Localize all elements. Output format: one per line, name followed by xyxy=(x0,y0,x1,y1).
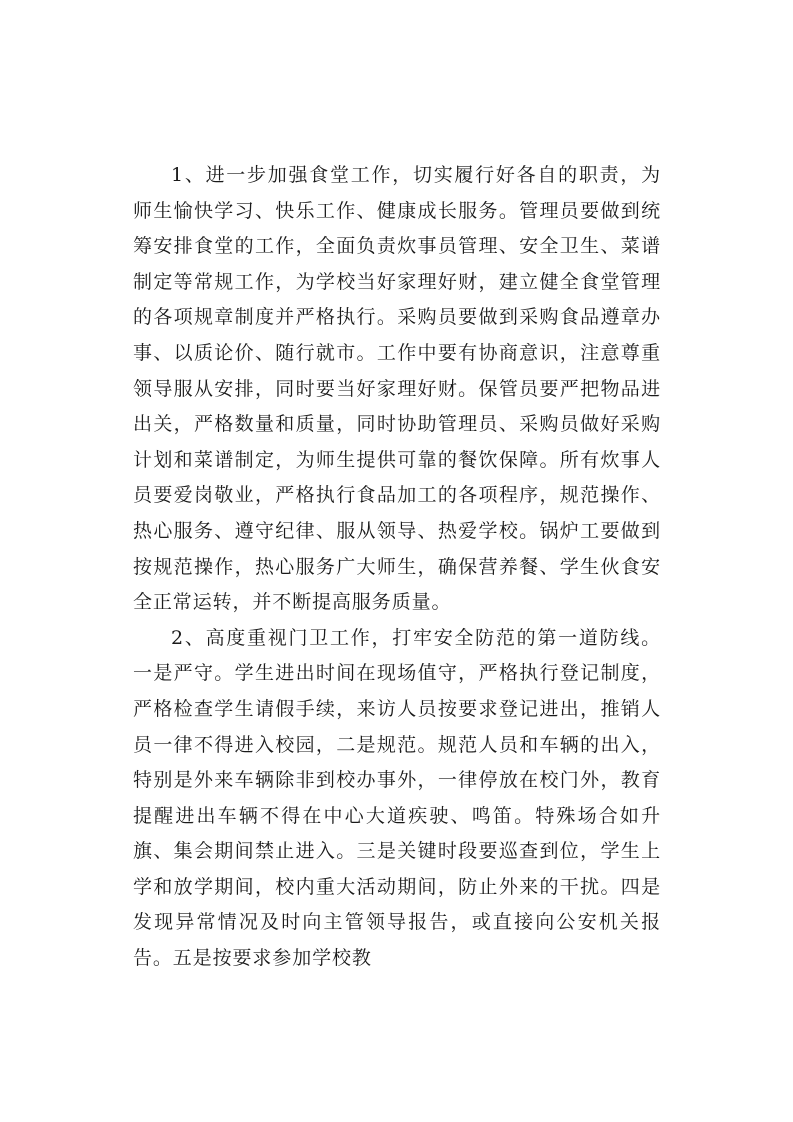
paragraph-canteen-work: 1、进一步加强食堂工作，切实履行好各自的职责，为师生愉快学习、快乐工作、健康成长服务。管理员要做到统筹安排食堂的工作，全面负责炊事员管理、安全卫生、菜谱制定等常规工作，为学校当好家理好财，建立健全食堂管理的各项规章制度并严格执行。采购员要做到采购食品遵章办事、以质论价、随行就市。工作中要有协商意识，注意尊重领导服从安排，同时要当好家理好财。保管员要严把物品进出关，严格数量和质量，同时协助管理员、采购员做好采购计划和菜谱制定，为师生提供可靠的餐饮保障。所有炊事人员要爱岗敬业，严格执行食品加工的各项程序，规范操作、热心服务、遵守纪律、服从领导、热爱学校。锅炉工要做到按规范操作，热心服务广大师生，确保营养餐、学生伙食安全正常运转，并不断提高服务质量。 xyxy=(133,164,661,614)
paragraph-gatekeeper-work: 2、高度重视门卫工作，打牢安全防范的第一道防线。一是严守。学生进出时间在现场值守，严格执行登记制度，严格检查学生请假手续，来访人员按要求登记进出，推销人员一律不得进入校园，二是规范。规范人员和车辆的出入，特别是外来车辆除非到校办事外，一律停放在校门外，教育提醒进出车辆不得在中心大道疾驶、鸣笛。特殊场合如升旗、集会期间禁止进入。三是关键时段要巡查到位，学生上学和放学期间，校内重大活动期间，防止外来的干扰。四是发现异常情况及时向主管领导报告，或直接向公安机关报告。五是按要求参加学校教 xyxy=(133,626,661,970)
document-body xyxy=(133,158,661,977)
